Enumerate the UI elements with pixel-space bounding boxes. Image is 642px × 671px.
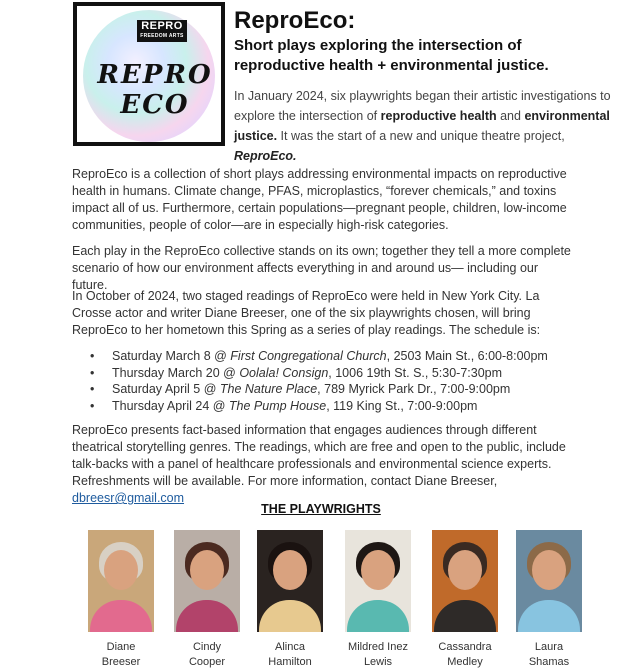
portrait-face <box>273 550 307 590</box>
playwright-photo <box>174 530 240 632</box>
bullet: • <box>90 365 95 380</box>
intro-italic: ReproEco. <box>234 149 297 163</box>
page-title: ReproEco: <box>234 7 356 34</box>
bullet: • <box>90 349 95 363</box>
paragraph-info <box>72 422 572 507</box>
schedule-venue: The Pump House <box>228 398 327 413</box>
contact-email-link[interactable]: dbreesr@gmail.com <box>72 491 185 505</box>
playwright-photo <box>88 530 154 632</box>
playwright-last-name: Medley <box>447 656 483 668</box>
bullet: • <box>90 382 95 396</box>
portrait-shoulders <box>518 600 580 632</box>
schedule-list <box>90 348 548 414</box>
schedule-detail: , 789 Myrick Park Dr., 7:00-9:00pm <box>317 382 511 396</box>
playwright-photo <box>345 530 411 632</box>
playwright-first-name: Cindy <box>192 641 222 653</box>
logo-word-eco: ECO <box>120 90 190 120</box>
playwright-first-name: Mildred Inez <box>348 641 408 653</box>
reproeco-logo <box>73 2 225 146</box>
schedule-venue: The Nature Place <box>219 382 318 396</box>
playwright-last-name: Breeser <box>101 656 141 668</box>
bullet: • <box>90 398 95 413</box>
playwright-name <box>76 640 166 670</box>
logo-word-repro: REPRO <box>97 60 213 90</box>
schedule-date: Saturday March 8 @ <box>112 349 231 363</box>
playwright-first-name: Diane <box>106 641 136 653</box>
portrait-shoulders <box>347 600 409 632</box>
schedule-item <box>90 398 548 415</box>
playwright-first-name: Laura <box>534 641 564 653</box>
badge-line-1: REPRO <box>141 20 183 32</box>
intro-text-3: It was the start of a new and unique theatre project, <box>277 129 565 143</box>
intro-text-2: and <box>496 109 525 123</box>
portrait-shoulders <box>259 600 321 632</box>
playwright-photo <box>257 530 323 632</box>
repro-freedom-arts-badge <box>137 20 187 42</box>
portrait-shoulders <box>90 600 152 632</box>
schedule-detail: , 119 King St., 7:00-9:00pm <box>326 398 478 413</box>
playwright-last-name: Lewis <box>363 656 393 668</box>
schedule-venue: First Congregational Church <box>230 349 387 363</box>
schedule-date: Thursday March 20 @ <box>112 365 240 380</box>
playwright-last-name: Cooper <box>188 656 226 668</box>
intro-paragraph <box>234 86 624 166</box>
playwright-name <box>333 640 423 670</box>
intro-bold-2: environmental justice. <box>234 109 610 143</box>
portrait-face <box>104 550 138 590</box>
schedule-date: Saturday April 5 @ <box>112 382 220 396</box>
schedule-venue: Oolala! Consign <box>239 365 329 380</box>
page-subtitle: Short plays exploring the intersection of reproductive health + environmental justice. <box>234 37 549 74</box>
playwright-photo <box>432 530 498 632</box>
schedule-item <box>90 348 548 365</box>
playwright-name <box>420 640 510 670</box>
paragraph-collective: Each play in the ReproEco collective stands on its own; together they tell a more complete scenario of how our environment affects everything in and around us— including our future. <box>72 244 571 292</box>
portrait-face <box>361 550 395 590</box>
portrait-face <box>448 550 482 590</box>
playwright-name <box>504 640 594 670</box>
schedule-item <box>90 365 548 382</box>
paragraph-collection: ReproEco is a collection of short plays addressing environmental impacts on reproductive health in humans. Climate change, PFAS, microplastics, “forever chemicals,” and toxins impact all of us. Furthermore, certain populations—pregnant people, children, low-income communities, people of color—are in especially high-risk categories. <box>72 167 567 232</box>
playwright-photo <box>516 530 582 632</box>
portrait-shoulders <box>176 600 238 632</box>
playwright-last-name: Shamas <box>528 656 570 668</box>
schedule-detail: , 2503 Main St., 6:00-8:00pm <box>386 349 548 363</box>
info-text: ReproEco presents fact-based information that engages audiences through different theatrical storytelling genres. The readings, which are free and open to the public, include talk-backs with a panel of healthcare professionals and environmental science experts. Refreshments will be available. For more information, contact Diane Breeser, <box>72 423 566 488</box>
portrait-shoulders <box>434 600 496 632</box>
playwright-first-name: Cassandra <box>438 641 492 653</box>
portrait-face <box>190 550 224 590</box>
playwright-name <box>245 640 335 670</box>
paragraph-readings: In October of 2024, two staged readings of ReproEco were held in New York City. La Crosse actor and writer Diane Breeser, one of the six playwrights chosen, will bring ReproEco to her hometown this Spring as a series of play readings. The schedule is: <box>72 289 541 337</box>
playwright-last-name: Hamilton <box>268 656 312 668</box>
playwright-name <box>162 640 252 670</box>
playwright-first-name: Alinca <box>275 641 305 653</box>
intro-bold-1: reproductive health <box>380 109 497 123</box>
schedule-item <box>90 381 548 398</box>
schedule-detail: , 1006 19th St. S., 5:30-7:30pm <box>328 365 503 380</box>
schedule-date: Thursday April 24 @ <box>112 398 229 413</box>
playwrights-heading: THE PLAYWRIGHTS <box>261 502 381 516</box>
logo-holographic-circle <box>83 10 215 142</box>
portrait-face <box>532 550 566 590</box>
intro-text-1: In January 2024, six playwrights began their artistic investigations to explore the intersection of <box>234 89 611 123</box>
badge-line-2: FREEDOM ARTS <box>140 33 184 39</box>
